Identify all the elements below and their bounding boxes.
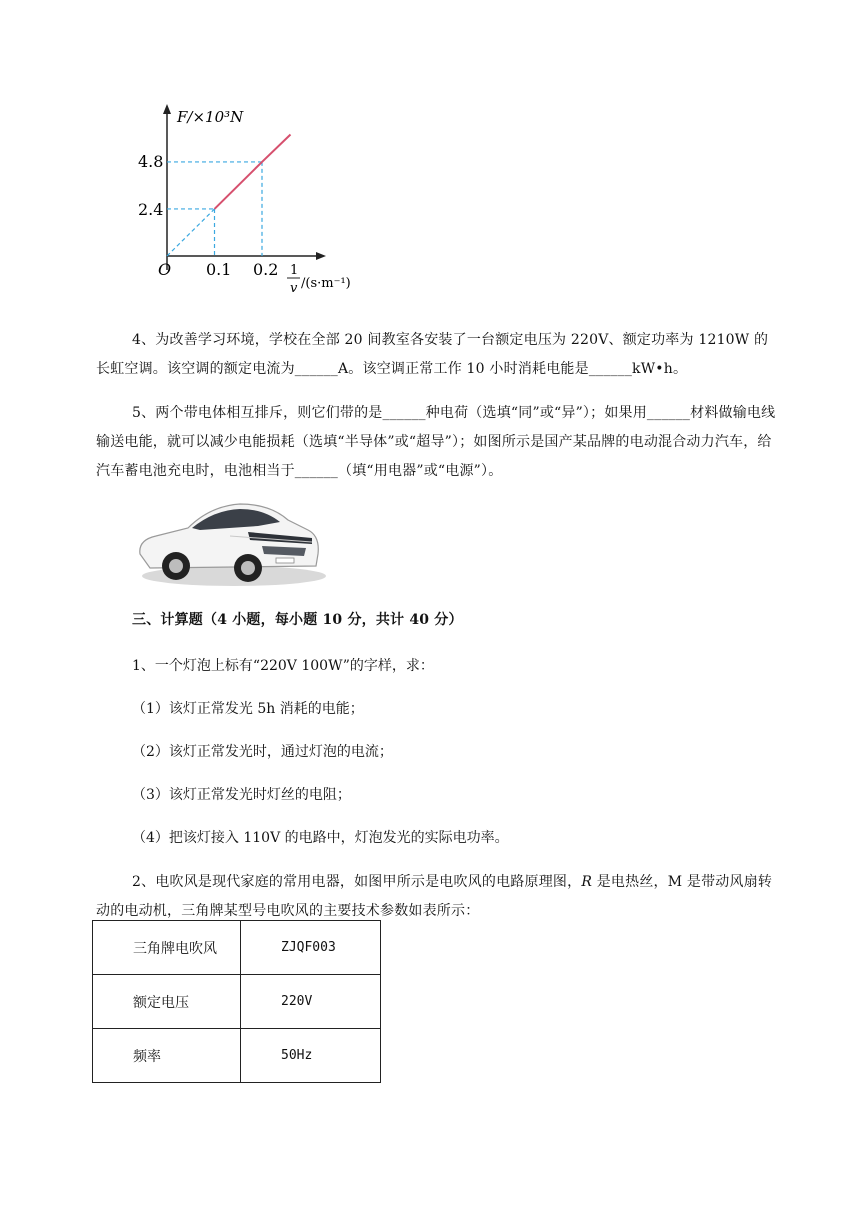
hair-dryer-spec-table — [92, 920, 381, 1083]
question-4: 4、为改善学习环境，学校在全部 20 间教室各安装了一台额定电压为 220V、额定功率为 1210W 的长虹空调。该空调的额定电流为______A。该空调正常工作 10 小时消耗电能是______kW•h。 — [96, 332, 769, 377]
y-tick-label: 2.4 — [138, 200, 164, 219]
calc-question-1-stem: 1、一个灯泡上标有“220V 100W”的字样，求： — [132, 658, 434, 674]
table-row — [93, 1029, 381, 1083]
table-cell: 频率 — [93, 1029, 241, 1083]
variable-r: R — [581, 874, 593, 890]
force-velocity-graph — [138, 98, 380, 308]
x-axis-label-denominator: v — [290, 281, 298, 296]
data-line — [215, 134, 291, 208]
x-tick-label: 0.1 — [206, 260, 232, 279]
question-5: 5、两个带电体相互排斥，则它们带的是______种电荷（选填“同”或“异”）；如果用______材料做输电线输送电能，就可以减少电能损耗（选填“半导体”或“超导”）；如图所示是国产某品牌的电动混合动力汽车，给汽车蓄电池充电时，电池相当于______（填“用电器”或“电源”）。 — [96, 405, 776, 479]
stem-text: 2、电吹风是现代家庭的常用电器，如图甲所示是电吹风的电路原理图， — [132, 874, 582, 890]
section-heading: 三、计算题（4 小题，每小题 10 分，共计 40 分） — [132, 612, 463, 628]
origin-label: O — [158, 260, 172, 279]
table-cell: 50Hz — [241, 1029, 381, 1083]
calc-question-1-part: （1）该灯正常发光 5h 消耗的电能； — [132, 701, 364, 717]
y-axis-arrow — [163, 104, 171, 114]
y-tick-label: 4.8 — [138, 152, 164, 171]
table-cell: 220V — [241, 975, 381, 1029]
table-cell: 三角牌电吹风 — [93, 921, 241, 975]
table-cell: 额定电压 — [93, 975, 241, 1029]
x-axis-label-numerator: 1 — [290, 263, 299, 278]
x-axis-arrow — [316, 252, 326, 260]
stem-text: 是电热丝，M 是带动风扇转动的电动机，三角牌某型号电吹风的主要技术参数如表所示： — [96, 874, 773, 919]
hybrid-car-image — [130, 492, 326, 588]
y-axis-label: F/×10³N — [177, 108, 244, 126]
table-cell: ZJQF003 — [241, 921, 381, 975]
table-row — [93, 921, 381, 975]
calc-question-1-part: （4）把该灯接入 110V 的电路中，灯泡发光的实际电功率。 — [132, 830, 509, 846]
series-line — [215, 134, 291, 208]
calc-question-2-stem — [96, 868, 776, 926]
x-axis-label-unit: /(s·m⁻¹) — [301, 276, 351, 291]
x-tick-label: 0.2 — [253, 260, 279, 279]
calc-question-1-part: （3）该灯正常发光时灯丝的电阻； — [132, 787, 351, 803]
extrapolation-line — [167, 209, 215, 256]
calc-question-1-part: （2）该灯正常发光时，通过灯泡的电流； — [132, 744, 393, 760]
table-row — [93, 975, 381, 1029]
